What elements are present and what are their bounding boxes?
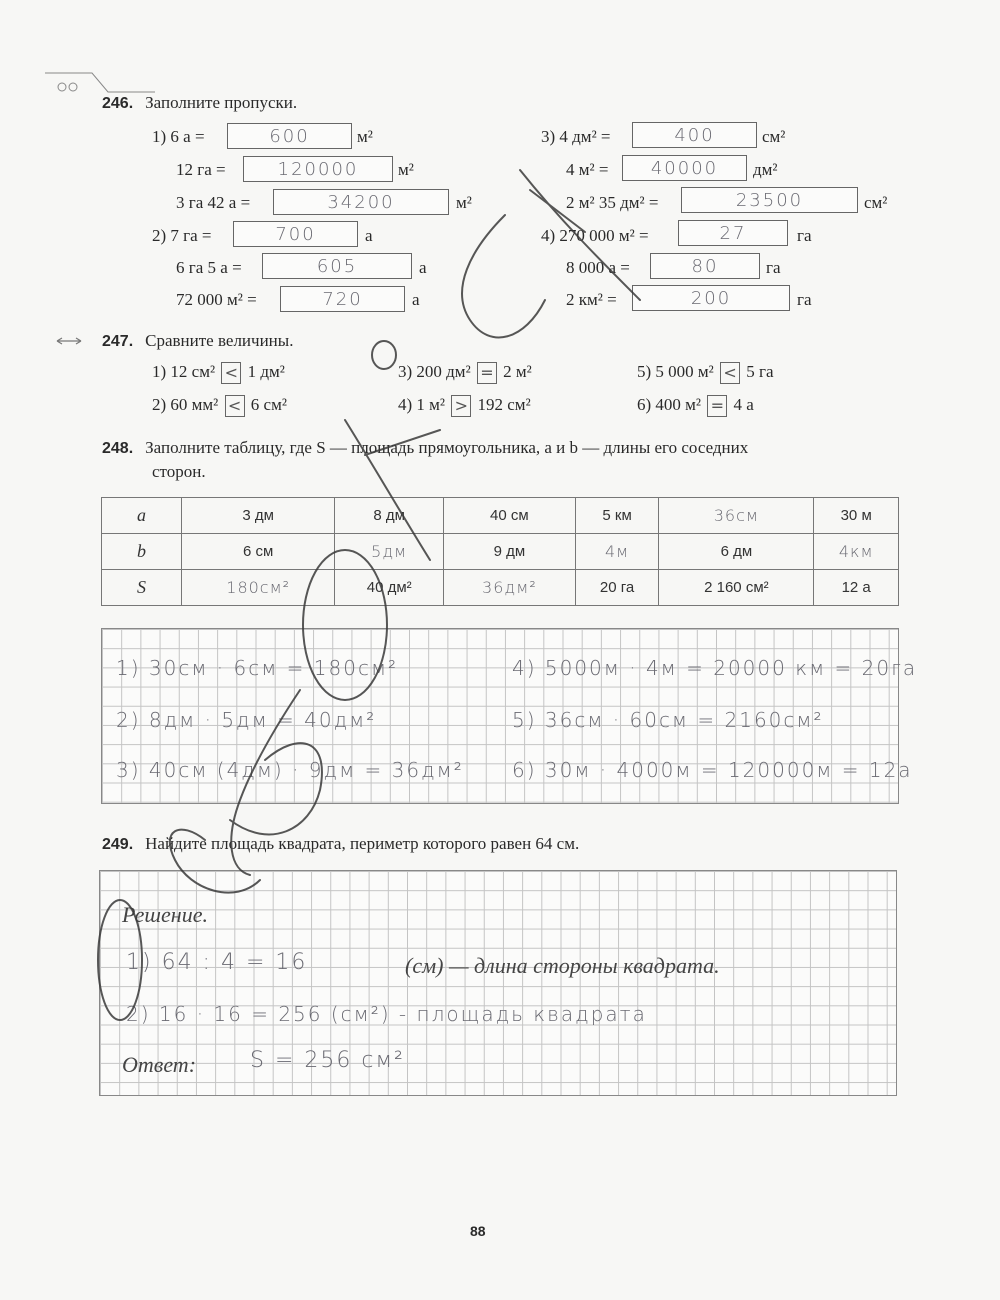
ex246-row9-box[interactable] xyxy=(681,187,858,213)
cell-b2[interactable] xyxy=(335,534,444,570)
ex249-line1-hw: 1) 64 : 4 = 16 xyxy=(126,950,308,975)
ex246-row4-box[interactable] xyxy=(233,221,358,247)
cell-s5: 2 160 см² xyxy=(659,570,814,606)
ex246-row11-box[interactable] xyxy=(650,253,760,279)
ex246-row6-answer: 720 xyxy=(322,289,363,310)
ex247-item4-right: 192 см² xyxy=(477,395,531,414)
cell-b6[interactable] xyxy=(814,534,899,570)
ex249-solution-label: Решение. xyxy=(122,902,208,927)
ex246-row1-box[interactable] xyxy=(227,123,352,149)
ex246-row2-answer: 120000 xyxy=(277,159,359,180)
ex248-work-5: 5) 36см · 60см = 2160см² xyxy=(512,708,824,732)
ex249-line1-print: (см) — длина стороны квадрата. xyxy=(405,953,720,978)
ex246-row3-box[interactable] xyxy=(273,189,449,215)
ex246-row6-box[interactable] xyxy=(280,286,405,312)
ex249-line2-hw: 2) 16 · 16 = 256 (см²) - площадь квадрата xyxy=(126,1002,647,1026)
ex246-row3-unit: м² xyxy=(456,193,472,212)
ex247-item4 xyxy=(398,395,531,417)
ex247-title: Сравните величины. xyxy=(145,331,294,350)
ex246-row11-unit: га xyxy=(766,258,781,277)
ex247-item4-sign[interactable]: > xyxy=(451,395,471,417)
ex246-row12-unit: га xyxy=(797,290,812,309)
ex246-row4-unit: а xyxy=(365,226,373,245)
cell-a5[interactable] xyxy=(659,498,814,534)
row-a-header: a xyxy=(102,498,182,534)
table-row-a xyxy=(102,498,899,534)
arrows-icon xyxy=(55,336,83,346)
ex246-row11-answer: 80 xyxy=(691,256,719,277)
ex246-row5-box[interactable] xyxy=(262,253,412,279)
ex246-row6-label: 72 000 м² = xyxy=(176,290,257,309)
ex246-row9-unit: см² xyxy=(864,193,888,212)
ex247-header xyxy=(102,331,293,351)
ex247-item5-left: 5) 5 000 м² xyxy=(637,362,714,381)
ex247-number: 247. xyxy=(102,333,134,350)
ex246-row5-label: 6 га 5 а = xyxy=(176,258,242,277)
page-number: 88 xyxy=(470,1223,486,1239)
ex246-row11-label: 8 000 а = xyxy=(566,258,630,277)
ex248-work-6: 6) 30м · 4000м = 120000м = 12а xyxy=(512,758,913,782)
ex246-row7-answer: 400 xyxy=(674,125,715,146)
ex248-work-4: 4) 5000м · 4м = 20000 км = 20га xyxy=(512,656,918,680)
cell-b3: 9 дм xyxy=(444,534,576,570)
ex246-row8-unit: дм² xyxy=(753,160,778,179)
ex246-row2-unit: м² xyxy=(398,160,414,179)
cell-s1-answer: 180см² xyxy=(226,578,291,597)
ex247-item3-sign[interactable]: = xyxy=(477,362,497,384)
ex247-item4-left: 4) 1 м² xyxy=(398,395,446,414)
ex247-item1 xyxy=(152,362,285,384)
ex246-row1-label: 1) 6 а = xyxy=(152,127,205,146)
ex246-row8-box[interactable] xyxy=(622,155,747,181)
table-row-s xyxy=(102,570,899,606)
ex246-row12-label: 2 км² = xyxy=(566,290,617,309)
ex247-item1-sign[interactable]: < xyxy=(221,362,241,384)
ex246-row4-label: 2) 7 га = xyxy=(152,226,212,245)
ex246-row7-box[interactable] xyxy=(632,122,757,148)
ex246-row8-answer: 40000 xyxy=(650,158,719,179)
ex247-item2-right: 6 см² xyxy=(250,395,287,414)
ex246-row3-label: 3 га 42 а = xyxy=(176,193,251,212)
ex248-work-3: 3) 40см (4дм) · 9дм = 36дм² xyxy=(116,758,464,782)
cell-b4-answer: 4м xyxy=(604,542,630,561)
ex248-header xyxy=(102,438,748,458)
cell-a3: 40 см xyxy=(444,498,576,534)
ex249-solution-grid[interactable] xyxy=(99,870,897,1096)
ex246-row2-box[interactable] xyxy=(243,156,393,182)
ex246-row7-unit: см² xyxy=(762,127,786,146)
ex247-item2 xyxy=(152,395,287,417)
ex246-header xyxy=(102,93,297,113)
cell-a6: 30 м xyxy=(814,498,899,534)
ex249-header xyxy=(102,834,579,854)
ex246-number: 246. xyxy=(102,95,134,112)
ex248-table xyxy=(101,497,899,606)
ex246-row9-answer: 23500 xyxy=(735,190,804,211)
ex246-row12-answer: 200 xyxy=(690,288,732,309)
ex247-item5-right: 5 га xyxy=(746,362,774,381)
ex247-item6 xyxy=(637,395,754,417)
ex246-row1-answer: 600 xyxy=(269,126,310,147)
ex247-item6-sign[interactable]: = xyxy=(707,395,727,417)
ex247-item3 xyxy=(398,362,532,384)
ex246-row5-answer: 605 xyxy=(316,256,358,277)
ex247-item2-left: 2) 60 мм² xyxy=(152,395,219,414)
ex246-row6-unit: а xyxy=(412,290,420,309)
cell-s3-answer: 36дм² xyxy=(482,578,537,597)
ex246-row3-answer: 34200 xyxy=(327,192,395,213)
ex246-row9-label: 2 м² 35 дм² = xyxy=(566,193,659,212)
ex249-answer-label: Ответ: xyxy=(122,1052,197,1077)
ex247-item1-left: 1) 12 см² xyxy=(152,362,216,381)
ex246-row8-label: 4 м² = xyxy=(566,160,609,179)
ex246-row5-unit: а xyxy=(419,258,427,277)
ex249-answer-hw: S = 256 см² xyxy=(250,1048,405,1073)
ex247-item6-right: 4 а xyxy=(733,395,754,414)
cell-s1[interactable] xyxy=(182,570,335,606)
ex248-title-line1: Заполните таблицу, где S — площадь прямоугольника, a и b — длины его соседних xyxy=(145,438,749,457)
cell-b2-answer: 5дм xyxy=(371,542,408,561)
ex246-row7-label: 3) 4 дм² = xyxy=(541,127,611,146)
ex247-item2-sign[interactable]: < xyxy=(225,395,245,417)
cell-s6: 12 а xyxy=(814,570,899,606)
cell-b1: 6 см xyxy=(182,534,335,570)
row-b-header: b xyxy=(102,534,182,570)
ex249-number: 249. xyxy=(102,836,134,853)
cell-a1: 3 дм xyxy=(182,498,335,534)
ex246-title: Заполните пропуски. xyxy=(145,93,298,112)
ex246-row10-answer: 27 xyxy=(719,223,747,244)
ex246-row10-label: 4) 270 000 м² = xyxy=(541,226,649,245)
cell-s4: 20 га xyxy=(575,570,659,606)
cell-b5: 6 дм xyxy=(659,534,814,570)
cell-a5-answer: 36см xyxy=(713,506,759,525)
cell-s2: 40 дм² xyxy=(335,570,444,606)
ex246-row12-box[interactable] xyxy=(632,285,790,311)
ex247-item3-left: 3) 200 дм² xyxy=(398,362,471,381)
ex246-row10-unit: га xyxy=(797,226,812,245)
cell-b4[interactable] xyxy=(575,534,659,570)
table-row-b xyxy=(102,534,899,570)
ex247-item5-sign[interactable]: < xyxy=(720,362,740,384)
ex247-item5 xyxy=(637,362,774,384)
ex246-row2-label: 12 га = xyxy=(176,160,226,179)
ex248-work-2: 2) 8дм · 5дм = 40дм² xyxy=(116,708,377,732)
ex247-item6-left: 6) 400 м² xyxy=(637,395,702,414)
cell-a4: 5 км xyxy=(575,498,659,534)
ex246-row4-answer: 700 xyxy=(275,224,316,245)
ex248-number: 248. xyxy=(102,440,134,457)
ex248-work-1: 1) 30см · 6см = 180см² xyxy=(116,656,399,680)
ex249-title: Найдите площадь квадрата, периметр которого равен 64 см. xyxy=(145,834,580,853)
ex246-row10-box[interactable] xyxy=(678,220,788,246)
ex247-item1-right: 1 дм² xyxy=(247,362,285,381)
cell-b6-answer: 4км xyxy=(838,542,874,561)
ex246-row1-unit: м² xyxy=(357,127,373,146)
row-s-header: S xyxy=(102,570,182,606)
cell-a2: 8 дм xyxy=(335,498,444,534)
ex247-item3-right: 2 м² xyxy=(503,362,532,381)
cell-s3[interactable] xyxy=(444,570,576,606)
ex248-title-line2: сторон. xyxy=(152,462,206,481)
